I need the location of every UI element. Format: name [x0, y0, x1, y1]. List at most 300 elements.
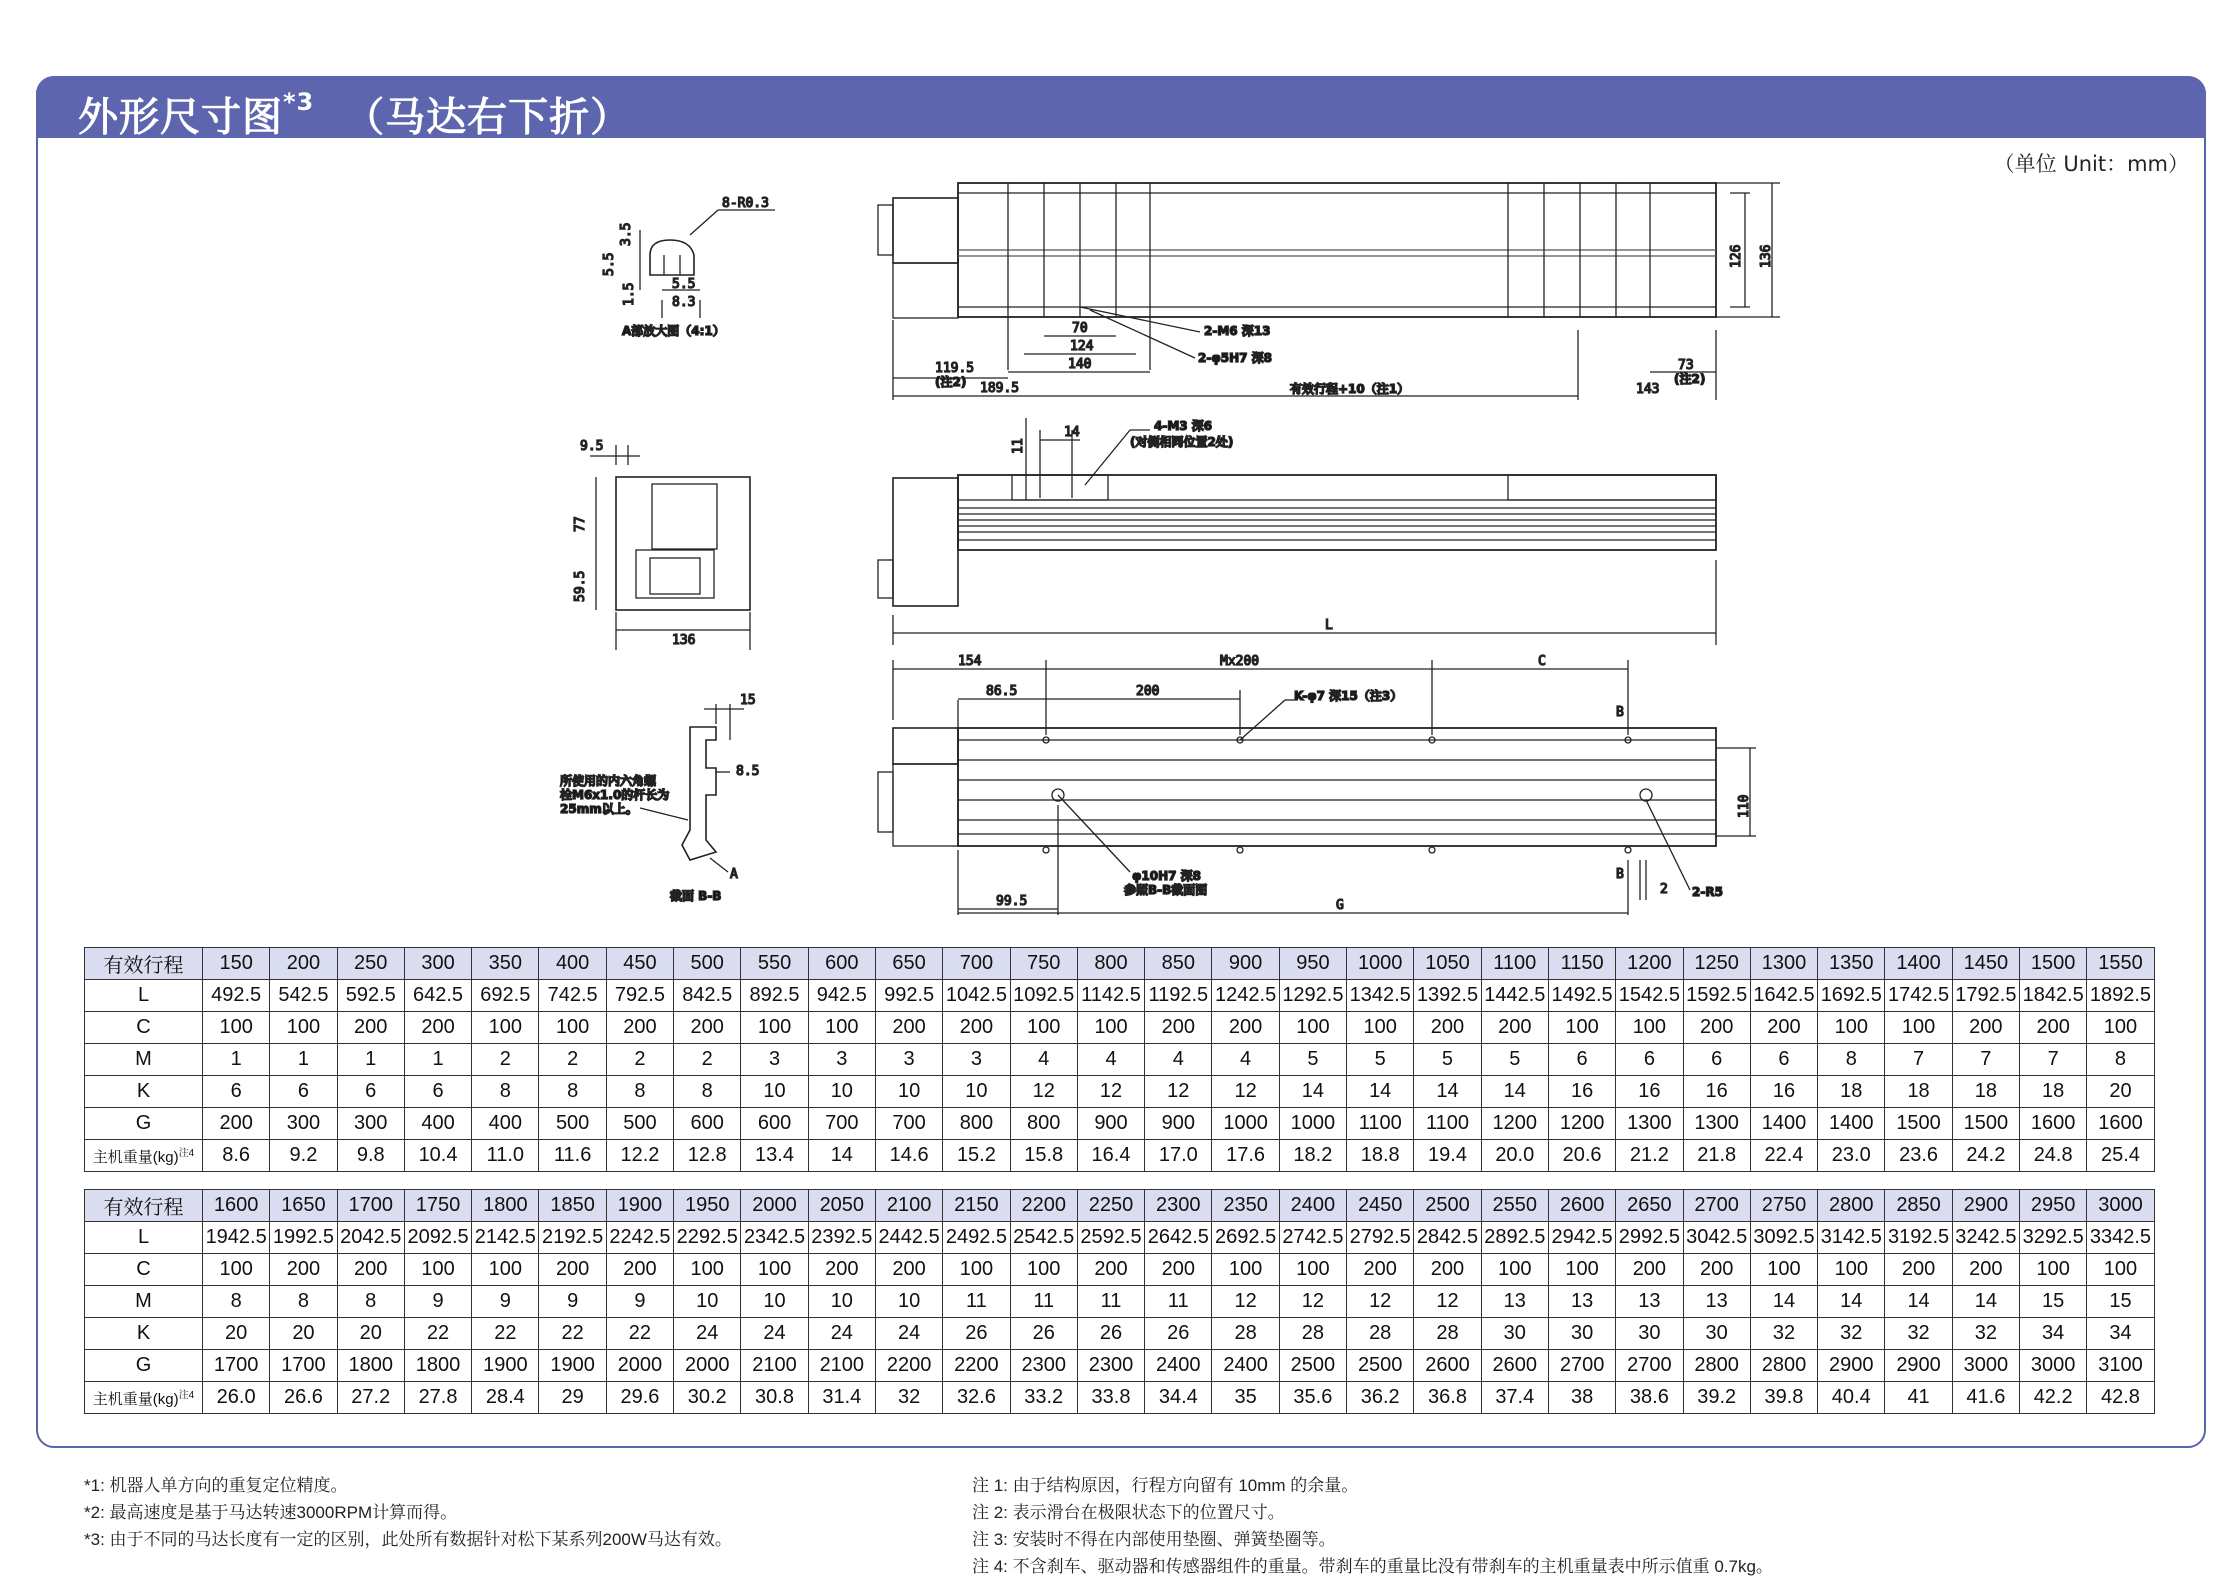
table-header-row	[85, 1190, 2155, 1222]
table-cell: 100	[1818, 1012, 1885, 1044]
table-cell: 16	[1616, 1076, 1683, 1108]
table-cell: 12	[1414, 1286, 1481, 1318]
table-cell: 10	[875, 1076, 942, 1108]
table-cell: 14	[1481, 1076, 1548, 1108]
table-cell: 200	[337, 1254, 404, 1286]
table-cell: 30.2	[674, 1382, 741, 1414]
table-cell: 3292.5	[2020, 1222, 2087, 1254]
bottom-ref-bb: 参照B-B截面图	[1124, 883, 1208, 897]
table-cell: 32.6	[943, 1382, 1010, 1414]
table-cell: 2	[472, 1044, 539, 1076]
table-cell: 100	[1481, 1254, 1548, 1286]
table-cell: 18	[2020, 1076, 2087, 1108]
table-cell: 542.5	[270, 980, 337, 1012]
table-row	[85, 1108, 2155, 1140]
table-cell: 15.2	[943, 1140, 1010, 1172]
table-cell: 2900	[1885, 1350, 1952, 1382]
table-cell: 2542.5	[1010, 1222, 1077, 1254]
table-cell: 2100	[741, 1350, 808, 1382]
table-cell: 1242.5	[1212, 980, 1279, 1012]
table-cell: 1442.5	[1481, 980, 1548, 1012]
header-cell: 2750	[1750, 1190, 1817, 1222]
table-cell: 26.6	[270, 1382, 337, 1414]
header-cell: 2950	[2020, 1190, 2087, 1222]
table-cell: 6	[404, 1076, 471, 1108]
table-cell: 200	[1683, 1012, 1750, 1044]
table-cell: 792.5	[606, 980, 673, 1012]
table-cell: 3142.5	[1818, 1222, 1885, 1254]
table-cell: 10	[741, 1076, 808, 1108]
table-cell: 100	[203, 1012, 270, 1044]
table-cell: 12	[1077, 1076, 1144, 1108]
table-cell: 24	[875, 1318, 942, 1350]
top-dim-143: 143	[1636, 382, 1660, 397]
table-cell: 8	[472, 1076, 539, 1108]
table-cell: 14	[1885, 1286, 1952, 1318]
header-cell: 有效行程	[85, 948, 203, 980]
table-cell: 1900	[472, 1350, 539, 1382]
table-cell: 20	[2087, 1076, 2154, 1108]
table-cell: 942.5	[808, 980, 875, 1012]
table-cell: 5	[1347, 1044, 1414, 1076]
table-cell: 15.8	[1010, 1140, 1077, 1172]
table-cell: 100	[404, 1254, 471, 1286]
table-cell: 18	[1885, 1076, 1952, 1108]
table-cell: 2342.5	[741, 1222, 808, 1254]
table-cell: 1692.5	[1818, 980, 1885, 1012]
top-view	[878, 183, 1780, 400]
table-cell: 200	[1952, 1012, 2019, 1044]
table-cell: 24.2	[1952, 1140, 2019, 1172]
table-cell: 35	[1212, 1382, 1279, 1414]
section-note-2: 栓M6x1.0的杆长为	[560, 788, 670, 802]
table-cell: 22.4	[1750, 1140, 1817, 1172]
table-cell: 11	[1010, 1286, 1077, 1318]
detail-a-d4: 5.5	[672, 277, 696, 292]
table-cell: 1900	[539, 1350, 606, 1382]
table-cell: 22	[539, 1318, 606, 1350]
table-cell: 1800	[404, 1350, 471, 1382]
table-cell: 8	[270, 1286, 337, 1318]
table-cell: 34	[2020, 1318, 2087, 1350]
side-dim-l: L	[1325, 618, 1333, 633]
table-cell: 13.4	[741, 1140, 808, 1172]
table-cell: 3192.5	[1885, 1222, 1952, 1254]
header-cell: 2150	[943, 1190, 1010, 1222]
table-row	[85, 1044, 2155, 1076]
table-cell: 6	[1616, 1044, 1683, 1076]
table-cell: 3242.5	[1952, 1222, 2019, 1254]
table-cell: 2792.5	[1347, 1222, 1414, 1254]
header-cell: 1650	[270, 1190, 337, 1222]
table-cell: 18	[1952, 1076, 2019, 1108]
table-cell: 8	[606, 1076, 673, 1108]
table-cell: 3	[875, 1044, 942, 1076]
table-cell: 6	[1750, 1044, 1817, 1076]
bottom-d10h7: φ10H7 深8	[1132, 869, 1202, 883]
side-view	[878, 418, 1716, 645]
table-cell: 11	[1077, 1286, 1144, 1318]
end-dim-595: 59.5	[573, 570, 588, 602]
table-cell: 7	[2020, 1044, 2087, 1076]
table-cell: 800	[943, 1108, 1010, 1140]
header-cell: 1700	[337, 1190, 404, 1222]
table-cell: 1000	[1212, 1108, 1279, 1140]
spec-table-2	[84, 1189, 2155, 1414]
table-cell: 10	[808, 1076, 875, 1108]
header-cell: 2700	[1683, 1190, 1750, 1222]
section-note-1: 所使用的内六角螺	[560, 774, 657, 788]
table-cell: 7	[1885, 1044, 1952, 1076]
table-cell: 1042.5	[943, 980, 1010, 1012]
table-cell: 9.2	[270, 1140, 337, 1172]
header-cell: 250	[337, 948, 404, 980]
table-header-row	[85, 948, 2155, 980]
table-cell: 1100	[1347, 1108, 1414, 1140]
table-cell: 2692.5	[1212, 1222, 1279, 1254]
top-dim-73: 73	[1678, 358, 1694, 373]
table-cell: 2500	[1347, 1350, 1414, 1382]
table-cell: 8	[2087, 1044, 2154, 1076]
top-dim-1895: 189.5	[980, 381, 1020, 396]
top-d5h7: 2-φ5H7 深8	[1198, 351, 1272, 365]
table-cell: 14	[1818, 1286, 1885, 1318]
table-cell: 7	[1952, 1044, 2019, 1076]
header-cell: 850	[1145, 948, 1212, 980]
header-cell: 1850	[539, 1190, 606, 1222]
table-row	[85, 1140, 2155, 1172]
header-cell: 600	[808, 948, 875, 980]
table-cell: 11	[943, 1286, 1010, 1318]
table-cell: 1400	[1818, 1108, 1885, 1140]
table-cell: 9	[539, 1286, 606, 1318]
table-cell: 33.8	[1077, 1382, 1144, 1414]
table-cell: 9	[472, 1286, 539, 1318]
section-label: 截面 B-B	[670, 889, 722, 903]
header-cell: 2100	[875, 1190, 942, 1222]
table-cell: 1392.5	[1414, 980, 1481, 1012]
row-label: M	[85, 1044, 203, 1076]
header-cell: 700	[943, 948, 1010, 980]
table-cell: 24	[674, 1318, 741, 1350]
table-cell: 42.2	[2020, 1382, 2087, 1414]
table-cell: 5	[1481, 1044, 1548, 1076]
table-cell: 32	[875, 1382, 942, 1414]
table-cell: 41.6	[1952, 1382, 2019, 1414]
bottom-dim-200: 200	[1136, 684, 1160, 699]
side-note: (对侧相同位置2处)	[1130, 435, 1234, 449]
table-cell: 100	[1010, 1012, 1077, 1044]
table-cell: 2	[539, 1044, 606, 1076]
header-cell: 2650	[1616, 1190, 1683, 1222]
table-cell: 2142.5	[472, 1222, 539, 1254]
table-cell: 28	[1414, 1318, 1481, 1350]
table-cell: 1542.5	[1616, 980, 1683, 1012]
table-cell: 200	[674, 1012, 741, 1044]
table-cell: 1400	[1750, 1108, 1817, 1140]
header-cell: 1950	[674, 1190, 741, 1222]
header-cell: 2250	[1077, 1190, 1144, 1222]
row-label: C	[85, 1254, 203, 1286]
header-cell: 1000	[1347, 948, 1414, 980]
bottom-dim-mx200: Mx200	[1220, 654, 1260, 669]
table-cell: 32	[1818, 1318, 1885, 1350]
table-cell: 41	[1885, 1382, 1952, 1414]
table-cell: 24.8	[2020, 1140, 2087, 1172]
table-cell: 200	[1885, 1254, 1952, 1286]
table-cell: 200	[1750, 1012, 1817, 1044]
side-m3: 4-M3 深6	[1154, 419, 1213, 433]
table-cell: 1642.5	[1750, 980, 1817, 1012]
table-cell: 12	[1010, 1076, 1077, 1108]
table-cell: 300	[270, 1108, 337, 1140]
table-cell: 2400	[1145, 1350, 1212, 1382]
table-cell: 15	[2020, 1286, 2087, 1318]
table-cell: 11.0	[472, 1140, 539, 1172]
header-cell: 2050	[808, 1190, 875, 1222]
row-label: 主机重量(kg)$^{注4}$	[85, 1382, 203, 1414]
header-cell: 2550	[1481, 1190, 1548, 1222]
table-cell: 1200	[1548, 1108, 1615, 1140]
table-cell: 3000	[1952, 1350, 2019, 1382]
table-cell: 2292.5	[674, 1222, 741, 1254]
table-cell: 28	[1279, 1318, 1346, 1350]
table-cell: 13	[1683, 1286, 1750, 1318]
header-cell: 2000	[741, 1190, 808, 1222]
table-cell: 100	[741, 1254, 808, 1286]
table-cell: 2742.5	[1279, 1222, 1346, 1254]
table-cell: 700	[875, 1108, 942, 1140]
table-cell: 38.6	[1616, 1382, 1683, 1414]
table-cell: 10	[808, 1286, 875, 1318]
table-cell: 2	[674, 1044, 741, 1076]
section-dim-15: 15	[740, 693, 756, 708]
table-cell: 2892.5	[1481, 1222, 1548, 1254]
table-cell: 200	[1212, 1012, 1279, 1044]
table-cell: 1892.5	[2087, 980, 2154, 1012]
table-cell: 28.4	[472, 1382, 539, 1414]
table-cell: 10	[943, 1076, 1010, 1108]
table-cell: 300	[337, 1108, 404, 1140]
table-cell: 1292.5	[1279, 980, 1346, 1012]
table-cell: 1	[270, 1044, 337, 1076]
table-cell: 2642.5	[1145, 1222, 1212, 1254]
table-cell: 200	[1414, 1012, 1481, 1044]
table-cell: 26	[943, 1318, 1010, 1350]
table-cell: 1142.5	[1077, 980, 1144, 1012]
header-cell: 2800	[1818, 1190, 1885, 1222]
table-cell: 400	[404, 1108, 471, 1140]
table-cell: 12	[1212, 1286, 1279, 1318]
row-label: M	[85, 1286, 203, 1318]
table-cell: 1742.5	[1885, 980, 1952, 1012]
table-cell: 22	[472, 1318, 539, 1350]
header-cell: 1400	[1885, 948, 1952, 980]
table-cell: 2192.5	[539, 1222, 606, 1254]
table-cell: 1942.5	[203, 1222, 270, 1254]
table-cell: 31.4	[808, 1382, 875, 1414]
unit-label: （单位 Unit：mm）	[1993, 152, 2189, 176]
page-title: 外形尺寸图$^{*3}$ （马达右下折）	[78, 88, 632, 141]
table-cell: 18	[1818, 1076, 1885, 1108]
table-cell: 1342.5	[1347, 980, 1414, 1012]
table-cell: 9.8	[337, 1140, 404, 1172]
table-cell: 14.6	[875, 1140, 942, 1172]
table-cell: 1800	[337, 1350, 404, 1382]
table-cell: 200	[203, 1108, 270, 1140]
table-cell: 4	[1077, 1044, 1144, 1076]
table-cell: 25.4	[2087, 1140, 2154, 1172]
detail-a-d1: 3.5	[619, 222, 634, 246]
detail-a-d3: 1.5	[622, 282, 637, 306]
table-cell: 100	[1548, 1012, 1615, 1044]
table-cell: 2000	[674, 1350, 741, 1382]
table-cell: 200	[875, 1012, 942, 1044]
table-cell: 992.5	[875, 980, 942, 1012]
table-cell: 100	[1212, 1254, 1279, 1286]
table-cell: 200	[1683, 1254, 1750, 1286]
table-cell: 14	[1414, 1076, 1481, 1108]
table-cell: 16	[1750, 1076, 1817, 1108]
bottom-view	[878, 654, 1756, 915]
table-row	[85, 1286, 2155, 1318]
table-cell: 32	[1750, 1318, 1817, 1350]
header-cell: 有效行程	[85, 1190, 203, 1222]
table-cell: 8	[539, 1076, 606, 1108]
table-cell: 200	[2020, 1012, 2087, 1044]
table-cell: 1700	[270, 1350, 337, 1382]
table-cell: 200	[1145, 1254, 1212, 1286]
bottom-k7: K-φ7 深15（注3）	[1294, 689, 1403, 703]
table-cell: 39.2	[1683, 1382, 1750, 1414]
header-cell: 1600	[203, 1190, 270, 1222]
table-cell: 1842.5	[2020, 980, 2087, 1012]
table-cell: 12	[1347, 1286, 1414, 1318]
table-cell: 2800	[1750, 1350, 1817, 1382]
table-cell: 200	[606, 1012, 673, 1044]
table-cell: 2392.5	[808, 1222, 875, 1254]
table-cell: 1600	[2087, 1108, 2154, 1140]
table-row	[85, 1012, 2155, 1044]
table-cell: 2242.5	[606, 1222, 673, 1254]
table-cell: 6	[203, 1076, 270, 1108]
table-cell: 200	[539, 1254, 606, 1286]
table-cell: 2500	[1279, 1350, 1346, 1382]
table-cell: 200	[337, 1012, 404, 1044]
top-dim-136: 136	[1759, 244, 1774, 268]
table-cell: 2100	[808, 1350, 875, 1382]
table-cell: 8	[203, 1286, 270, 1318]
table-cell: 2600	[1481, 1350, 1548, 1382]
table-cell: 12.2	[606, 1140, 673, 1172]
header-cell: 1150	[1548, 948, 1615, 980]
table-cell: 2	[606, 1044, 673, 1076]
top-note2a: (注2)	[935, 375, 967, 389]
table-cell: 32	[1952, 1318, 2019, 1350]
bottom-b1: B	[1616, 705, 1624, 720]
header-cell: 500	[674, 948, 741, 980]
table-cell: 500	[539, 1108, 606, 1140]
table-cell: 2942.5	[1548, 1222, 1615, 1254]
table-cell: 1	[404, 1044, 471, 1076]
table-cell: 1992.5	[270, 1222, 337, 1254]
table-cell: 500	[606, 1108, 673, 1140]
footnote: 注 1: 由于结构原因，行程方向留有 10mm 的余量。	[972, 1476, 1359, 1495]
table-cell: 100	[1347, 1012, 1414, 1044]
table-cell: 2442.5	[875, 1222, 942, 1254]
table-cell: 100	[539, 1012, 606, 1044]
footnote: 注 3: 安装时不得在内部使用垫圈、弹簧垫圈等。	[972, 1530, 1336, 1549]
table-cell: 200	[404, 1012, 471, 1044]
footnote: *3: 由于不同的马达长度有一定的区别，此处所有数据针对松下某系列200W马达有效。	[84, 1530, 732, 1549]
header-cell: 2450	[1347, 1190, 1414, 1222]
table-cell: 892.5	[741, 980, 808, 1012]
table-cell: 40.4	[1818, 1382, 1885, 1414]
table-cell: 8	[1818, 1044, 1885, 1076]
table-cell: 100	[203, 1254, 270, 1286]
table-cell: 900	[1145, 1108, 1212, 1140]
row-label: L	[85, 1222, 203, 1254]
table-cell: 13	[1481, 1286, 1548, 1318]
table-cell: 16	[1683, 1076, 1750, 1108]
header-cell: 1300	[1750, 948, 1817, 980]
table-cell: 12	[1145, 1076, 1212, 1108]
table-cell: 2800	[1683, 1350, 1750, 1382]
table-cell: 12	[1279, 1286, 1346, 1318]
table-cell: 2992.5	[1616, 1222, 1683, 1254]
table-cell: 18.2	[1279, 1140, 1346, 1172]
table-row	[85, 1318, 2155, 1350]
bottom-b2: B	[1616, 867, 1624, 882]
table-cell: 2000	[606, 1350, 673, 1382]
table-cell: 1600	[2020, 1108, 2087, 1140]
table-cell: 200	[270, 1254, 337, 1286]
table-cell: 11	[1145, 1286, 1212, 1318]
table-cell: 2592.5	[1077, 1222, 1144, 1254]
header-cell: 800	[1077, 948, 1144, 980]
table-cell: 1000	[1279, 1108, 1346, 1140]
table-cell: 6	[1548, 1044, 1615, 1076]
header-cell: 1350	[1818, 948, 1885, 980]
table-cell: 26.0	[203, 1382, 270, 1414]
table-cell: 36.2	[1347, 1382, 1414, 1414]
table-cell: 1200	[1481, 1108, 1548, 1140]
bottom-dim-g: G	[1336, 898, 1344, 913]
table-cell: 700	[808, 1108, 875, 1140]
table-cell: 22	[404, 1318, 471, 1350]
table-cell: 14	[1279, 1076, 1346, 1108]
table-cell: 3	[943, 1044, 1010, 1076]
top-dim-70: 70	[1072, 321, 1088, 336]
table-cell: 14	[1952, 1286, 2019, 1318]
table-cell: 13	[1548, 1286, 1615, 1318]
table-cell: 9	[404, 1286, 471, 1318]
table-cell: 23.0	[1818, 1140, 1885, 1172]
table-cell: 28	[1347, 1318, 1414, 1350]
table-cell: 200	[1616, 1254, 1683, 1286]
header-cell: 350	[472, 948, 539, 980]
table-cell: 200	[1414, 1254, 1481, 1286]
header-cell: 1550	[2087, 948, 2154, 980]
table-cell: 592.5	[337, 980, 404, 1012]
header-cell: 1200	[1616, 948, 1683, 980]
header-cell: 2900	[1952, 1190, 2019, 1222]
table-cell: 1792.5	[1952, 980, 2019, 1012]
table-cell: 20.0	[1481, 1140, 1548, 1172]
header-cell: 1500	[2020, 948, 2087, 980]
table-cell: 42.8	[2087, 1382, 2154, 1414]
table-cell: 8	[337, 1286, 404, 1318]
